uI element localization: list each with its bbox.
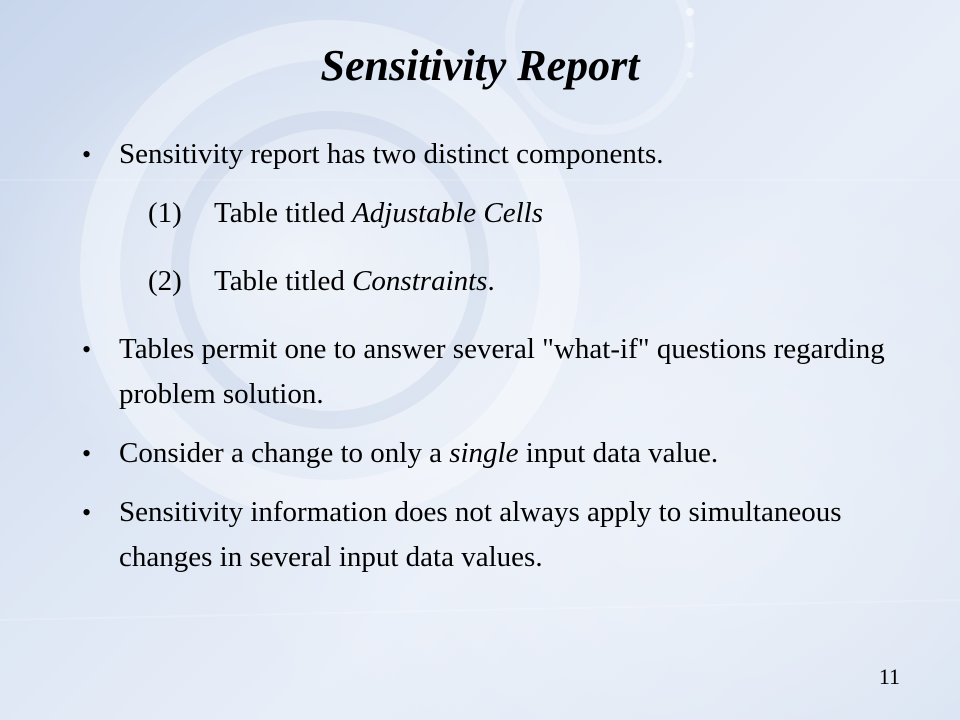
subline-text: Table titled — [214, 197, 353, 229]
bullet-dot-icon: • — [82, 439, 92, 468]
subline-italic-text: Constraints — [352, 265, 488, 297]
bullet-dot-icon: • — [82, 140, 92, 169]
bullet-item-2 — [78, 327, 918, 417]
bullet-text: Consider a change to only a — [119, 437, 450, 469]
subline-after-text: . — [487, 265, 495, 297]
bullet-text: Sensitivity information does not always apply to simultaneous changes in several input data values. — [119, 496, 842, 573]
bullet-text: Sensitivity report has two distinct components. — [119, 138, 664, 170]
bullet-dot-icon: • — [82, 498, 92, 527]
bullet-item-1 — [78, 132, 918, 177]
subline-italic-text: Adjustable Cells — [352, 197, 544, 229]
bullet-dot-icon: • — [82, 335, 92, 364]
bullet-italic-text: single — [449, 437, 519, 469]
bullet-text: Tables permit one to answer several "what-if" questions regarding problem solution. — [119, 333, 885, 410]
bullet-item-4 — [78, 490, 918, 580]
subline-item-2 — [78, 259, 918, 304]
slide-title: Sensitivity Report — [320, 41, 640, 90]
slide-content — [78, 132, 918, 594]
subline-number: (2) — [148, 265, 182, 297]
slide-page-number: 11 — [878, 664, 900, 689]
bullet-item-3 — [78, 431, 918, 476]
subline-number: (1) — [148, 197, 182, 229]
bullet-after-text: input data value. — [518, 437, 719, 469]
subline-item-1 — [78, 191, 918, 236]
subline-text: Table titled — [214, 265, 353, 297]
